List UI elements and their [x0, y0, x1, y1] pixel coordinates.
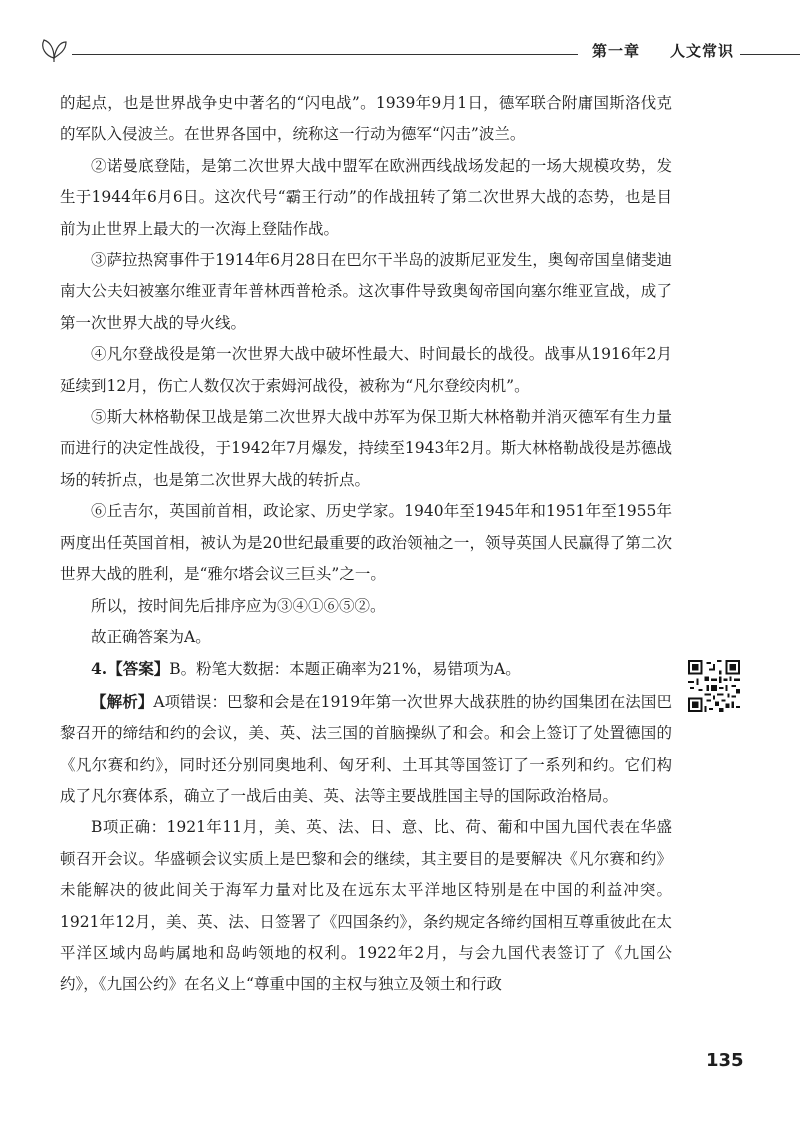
paragraph: ⑥丘吉尔，英国前首相，政论家、历史学家。1940年至1945年和1951年至1955年两度出任英国首相，被认为是20世纪最重要的政治领袖之一，领导英国人民赢得了第二次世界大战的胜利，是“雅尔塔会议三巨头”之一。: [60, 502, 672, 584]
analysis-paragraph: [60, 686, 672, 813]
paragraph: ②诺曼底登陆，是第二次世界大战中盟军在欧洲西线战场发起的一场大规模攻势，发生于1944年6月6日。这次代号“霸王行动”的作战扭转了第二次世界大战的态势，也是目前为止世界上最大的一次海上登陆作战。: [60, 156, 672, 238]
paragraph: 故正确答案为A。: [91, 627, 211, 646]
paragraph: ⑤斯大林格勒保卫战是第二次世界大战中苏军为保卫斯大林格勒并消灭德军有生力量而进行的决定性战役，于1942年7月爆发，持续至1943年2月。斯大林格勒战役是苏德战场的转折点，也是第二次世界大战的转折点。: [60, 408, 672, 489]
paragraph: ④凡尔登战役是第一次世界大战中破坏性最大、时间最长的战役。战事从1916年2月延续到12月，伤亡人数仅次于索姆河战役，被称为“凡尔登绞肉机”。: [60, 345, 672, 395]
answer-line: [60, 653, 672, 685]
qr-code-icon: [688, 660, 740, 712]
answer-text: B。粉笔大数据：本题正确率为21%，易错项为A。: [169, 660, 521, 679]
section-title: 人文常识: [670, 42, 735, 60]
header-rule-right: [740, 54, 800, 55]
paragraph: ③萨拉热窝事件于1914年6月28日在巴尔干半岛的波斯尼亚发生，奥匈帝国皇储斐迪南大公夫妇被塞尔维亚青年普林西普枪杀。这次事件导致奥匈帝国向塞尔维亚宣战，成了第一次世界大战的导火线。: [60, 251, 672, 332]
paragraph: 的起点，也是世界战争史中著名的“闪电战”。1939年9月1日，德军联合附庸国斯洛伐克的军队入侵波兰。在世界各国中，统称这一行动为德军“闪击”波兰。: [60, 94, 672, 144]
header-rule-left: [72, 54, 578, 55]
chapter-title: 第一章: [592, 42, 641, 60]
body-text: [60, 88, 672, 1001]
analysis-text: A项错误：巴黎和会是在1919年第一次世界大战获胜的协约国集团在法国巴黎召开的缔结和约的会议，美、英、法三国的首脑操纵了和会。和会上签订了处置德国的《凡尔赛和约》，同时还分别同奥地利、匈牙利、土耳其等国签订了一系列和约。它们构成了凡尔赛体系，确立了一战后由美、英、法等主要战胜国主导的国际政治格局。: [60, 692, 672, 805]
paragraph: 所以，按时间先后排序应为③④①⑥⑤②。: [91, 596, 386, 615]
analysis-paragraph: B项正确：1921年11月，美、英、法、日、意、比、荷、葡和中国九国代表在华盛顿召开会议。华盛顿会议实质上是巴黎和会的继续，其主要目的是要解决《凡尔赛和约》未能解决的彼此间关于海军力量对比及在远东太平洋地区特别是在中国的利益冲突。1921年12月，美、英、法、日签署了《四国条约》，条约规定各缔约国相互尊重彼此在太平洋区域内岛屿属地和岛屿领地的权利。1922年2月，与会九国代表签订了《九国公约》，《九国公约》在名义上“尊重中国的主权与独立及领土和行政: [60, 818, 672, 994]
page-number: 135: [706, 1050, 744, 1071]
analysis-tag: 【解析】: [91, 691, 154, 711]
answer-tag: 【答案】: [107, 659, 170, 679]
leaf-icon: [34, 34, 74, 64]
question-number: 4.: [91, 659, 108, 679]
page-header: [30, 34, 800, 64]
